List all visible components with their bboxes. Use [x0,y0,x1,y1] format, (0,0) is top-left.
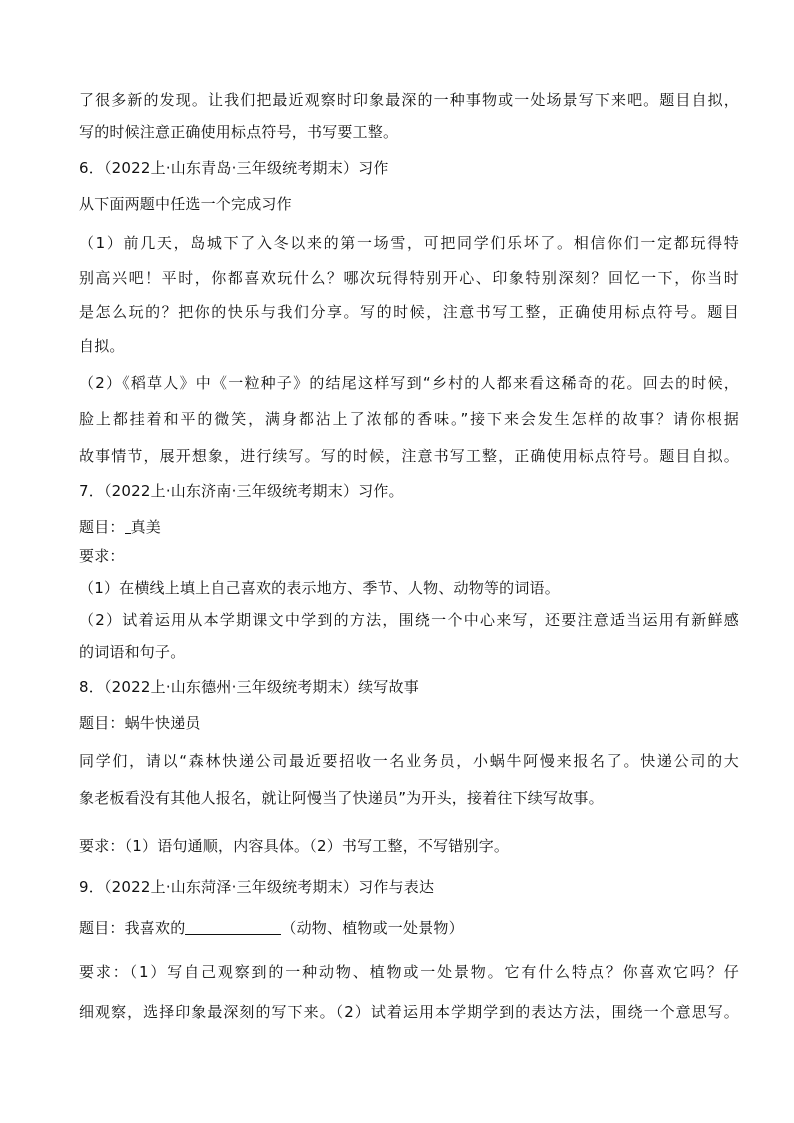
question-9-title: 9．（2022上·山东菏泽·三年级统考期末）习作与表达 [79,878,435,896]
topic-label: 题目： [79,518,125,536]
paragraph-line: 脸上都挂着和平的微笑，满身都沾上了浓郁的香味。”接下来会发生怎样的故事？请你根据 [79,410,739,428]
paragraph-line: 了很多新的发现。让我们把最近观察时印象最深的一种事物或一处场景写下来吧。题目自拟， [79,91,739,109]
topic-text: 真美 [130,518,162,536]
question-8-topic: 题目：蜗牛快递员 [79,714,201,732]
paragraph-line: 写的时候注意正确使用标点符号，书写要工整。 [79,123,399,141]
requirements-label: 要求： [79,547,125,565]
paragraph-line: （1）在横线上填上自己喜欢的表示地方、季节、人物、动物等的词语。 [79,579,560,597]
paragraph-line: （2）试着运用从本学期课文中学到的方法，围绕一个中心来写，还要注意适当运用有新鲜感 [79,611,739,629]
paragraph-line: （2）《稻草人》中《一粒种子》的结尾这样写到“乡村的人都来看这稀奇的花。回去的时候， [79,374,739,392]
paragraph-line: 的词语和句子。 [79,643,186,661]
topic-label: 题目：我喜欢的 [79,919,186,937]
question-6-intro: 从下面两题中任选一个完成习作 [79,195,292,213]
question-7-topic [79,517,739,537]
paragraph-line: 细观察，选择印象最深刻的写下来。（2）试着运用本学期学到的表达方法，围绕一个意思写。 [79,1003,739,1021]
paragraph-line: 象老板看没有其他人报名，就让阿慢当了快递员”为开头，接着往下续写故事。 [79,789,604,807]
paragraph-line: 同学们，请以“森林快递公司最近要招收一名业务员，小蜗牛阿慢来报名了。快递公司的大 [79,752,739,770]
paragraph-line: 自拟。 [79,337,125,355]
fill-in-blank [185,919,281,935]
paragraph-line: 故事情节，展开想象，进行续写。写的时候，注意书写工整，正确使用标点符号。题目自拟。 [79,447,739,465]
paragraph-line: （1）前几天，岛城下了入冬以来的第一场雪，可把同学们乐坏了。相信你们一定都玩得特 [79,234,739,252]
question-8-requirements: 要求：（1）语句通顺，内容具体。（2）书写工整，不写错别字。 [79,837,510,855]
question-7-title: 7．（2022上·山东济南·三年级统考期末）习作。 [79,482,404,500]
topic-hint: （动物、植物或一处景物） [281,919,464,937]
paragraph-line: 是怎么玩的？把你的快乐与我们分享。写的时候，注意书写工整，正确使用标点符号。题目 [79,303,739,321]
question-8-title: 8．（2022上·山东德州·三年级统考期末）续写故事 [79,678,419,696]
paragraph-line: 别高兴吧！平时，你都喜欢玩什么？哪次玩得特别开心、印象特别深刻？回忆一下，你当时 [79,269,739,287]
question-9-topic [79,918,739,938]
question-6-title: 6．（2022上·山东青岛·三年级统考期末）习作 [79,159,389,177]
paragraph-line: 要求：（1）写自己观察到的一种动物、植物或一处景物。它有什么特点？你喜欢它吗？仔 [79,963,739,981]
